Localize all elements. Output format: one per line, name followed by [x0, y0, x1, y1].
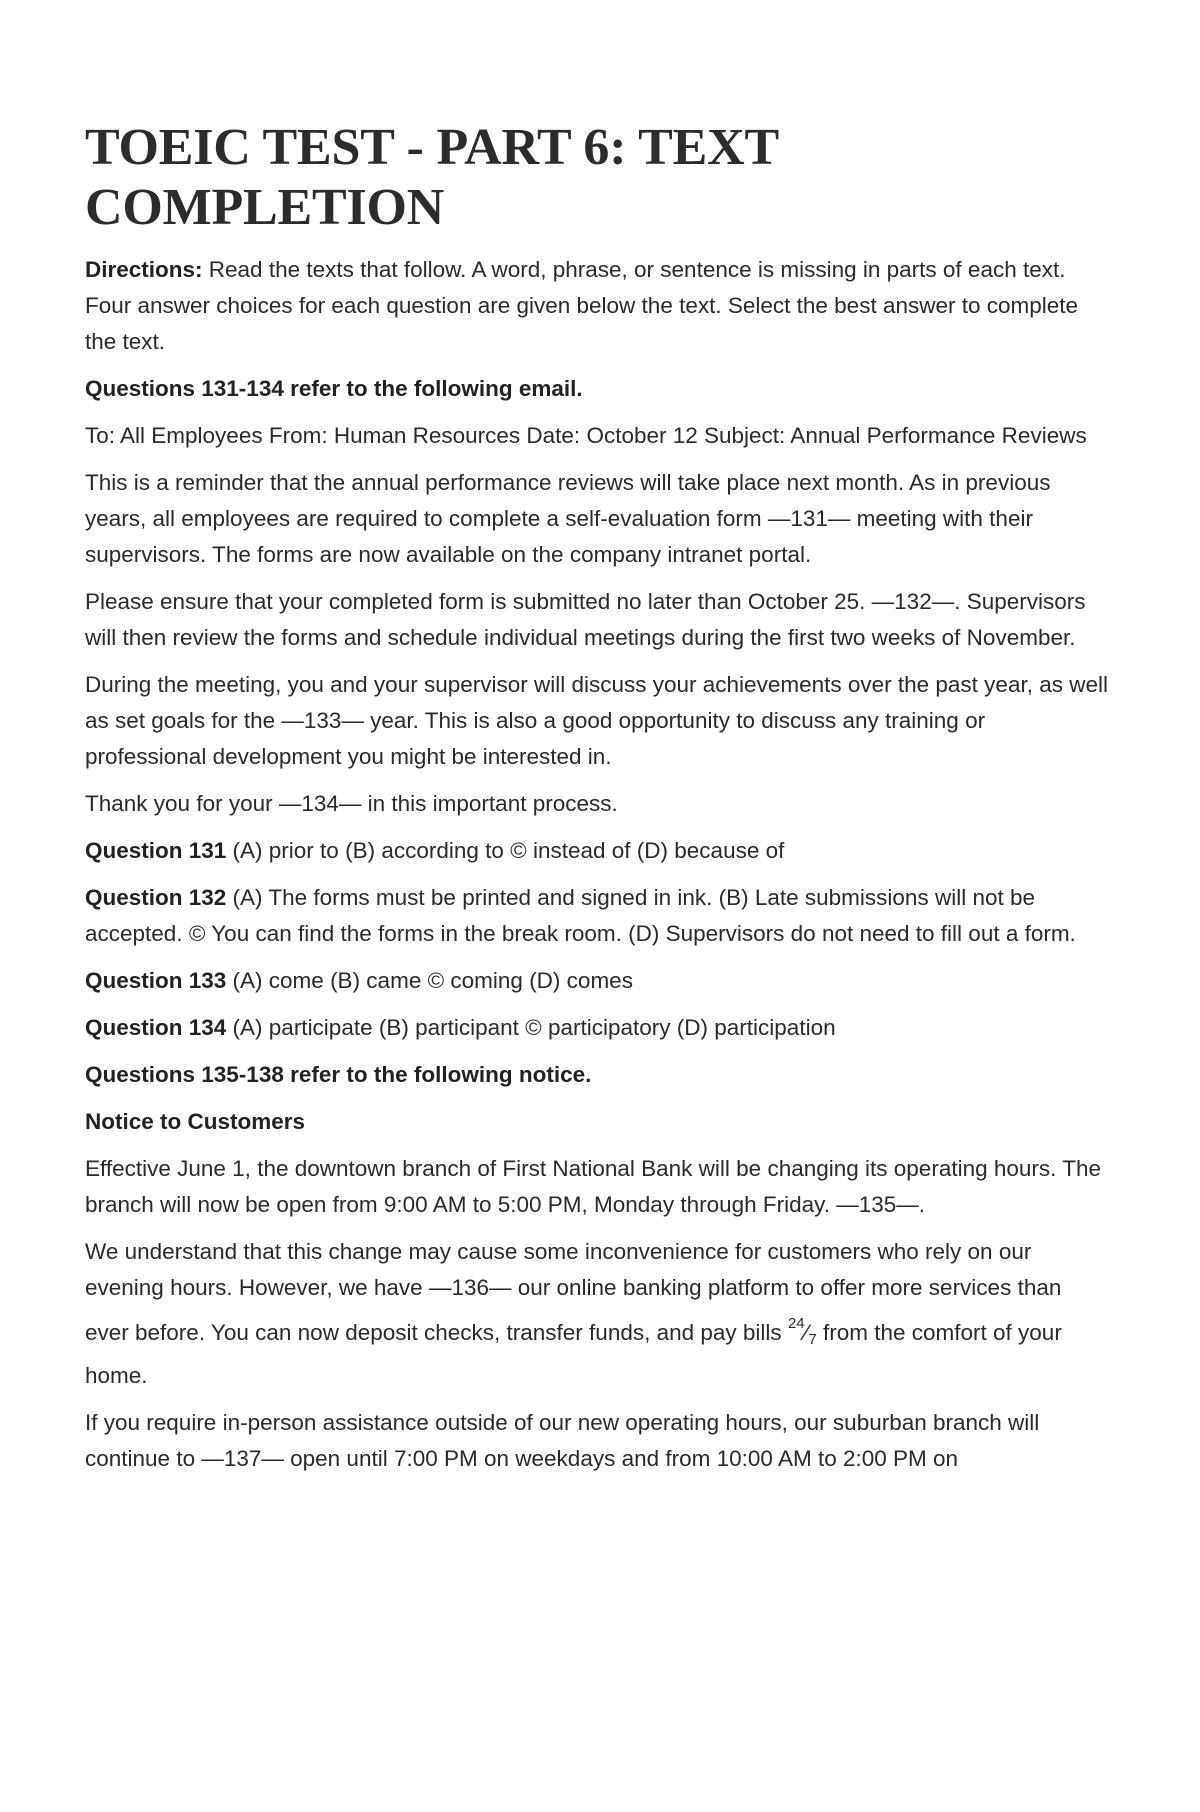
set1-heading: Questions 131-134 refer to the following email. [85, 376, 583, 401]
question-choices: (A) prior to (B) according to © instead of (D) because of [226, 838, 785, 863]
directions [85, 252, 1110, 360]
email-paragraph: During the meeting, you and your supervisor will discuss your achievements over the past year, as well as set goals for the —133— year. This is also a good opportunity to discuss any training or professional development you might be interested in. [85, 672, 1108, 769]
document-page [0, 118, 1200, 1477]
question-choices: (A) come (B) came © coming (D) comes [226, 968, 633, 993]
set2-heading: Questions 135-138 refer to the following notice. [85, 1062, 592, 1087]
directions-label: Directions: [85, 257, 203, 282]
question-133 [85, 963, 1110, 999]
question-choices: (A) The forms must be printed and signed in ink. (B) Late submissions will not be accepted. © You can find the forms in the break room. (D) Supervisors do not need to fill out a form. [85, 885, 1076, 946]
email-header: To: All Employees From: Human Resources Date: October 12 Subject: Annual Performance Reviews [85, 423, 1087, 448]
notice-text: from the comfort of your home. [85, 1320, 1062, 1388]
page-title: TOEIC TEST - PART 6: TEXT COMPLETION [85, 119, 779, 236]
fraction-numerator: 24 [787, 1315, 805, 1332]
email-paragraph: This is a reminder that the annual performance reviews will take place next month. As in previous years, all employees are required to complete a self-evaluation form —131— meeting with their supervisors. The forms are now available on the company intranet portal. [85, 470, 1051, 567]
question-label: Question 133 [85, 968, 227, 993]
question-label: Question 134 [85, 1015, 227, 1040]
notice-paragraph: If you require in-person assistance outside of our new operating hours, our suburban branch will continue to —137— open until 7:00 PM on weekdays and from 10:00 AM to 2:00 PM on [85, 1410, 1040, 1471]
notice-paragraph [85, 1234, 1110, 1394]
question-134 [85, 1010, 1110, 1046]
notice-paragraph: Effective June 1, the downtown branch of First National Bank will be changing its operating hours. The branch will now be open from 9:00 AM to 5:00 PM, Monday through Friday. —135—. [85, 1156, 1102, 1217]
fraction-24-7: $^{24}⁄_7$ [787, 1315, 817, 1348]
email-paragraph: Thank you for your —134— in this important process. [85, 791, 618, 816]
question-label: Question 132 [85, 885, 227, 910]
email-paragraph: Please ensure that your completed form is submitted no later than October 25. —132—. Supervisors will then review the forms and schedule individual meetings during the first two weeks of November. [85, 589, 1086, 650]
question-choices: (A) participate (B) participant © participatory (D) participation [226, 1015, 836, 1040]
notice-title: Notice to Customers [85, 1109, 306, 1134]
question-label: Question 131 [85, 838, 227, 863]
question-132 [85, 880, 1110, 952]
fraction-denominator: 7 [808, 1331, 817, 1348]
notice-text: We understand that this change may cause some inconvenience for customers who rely on our evening hours. However, we have —136— our online banking platform to offer more services than ever before. You can now deposit checks, transfer funds, and pay bills [85, 1239, 1062, 1345]
directions-text: Read the texts that follow. A word, phrase, or sentence is missing in parts of each text. Four answer choices for each question are given below the text. Select the best answer to complete the text. [85, 257, 1079, 354]
question-131 [85, 833, 1110, 869]
